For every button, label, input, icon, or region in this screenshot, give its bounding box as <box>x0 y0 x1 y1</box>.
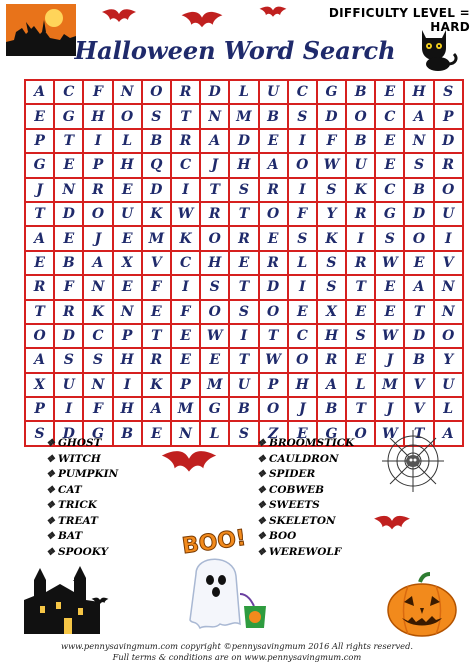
grid-cell: A <box>318 374 345 396</box>
grid-cell: Z <box>260 422 287 444</box>
grid-cell: W <box>201 325 228 347</box>
grid-cell: M <box>230 105 257 127</box>
bat-icon <box>72 578 86 586</box>
grid-cell: W <box>376 325 403 347</box>
grid-cell: N <box>84 374 111 396</box>
grid-cell: O <box>435 325 462 347</box>
word-text: GHOST <box>57 437 102 449</box>
word-text: BROOMSTICK <box>268 437 355 449</box>
grid-cell: S <box>376 227 403 249</box>
word-list-item <box>257 436 354 452</box>
grid-cell: I <box>84 130 111 152</box>
grid-cell: A <box>435 422 462 444</box>
word-search-grid <box>24 79 464 447</box>
word-text: BAT <box>57 530 83 542</box>
grid-cell: S <box>84 349 111 371</box>
grid-cell: E <box>376 154 403 176</box>
word-list-item <box>257 467 354 483</box>
grid-cell: I <box>435 227 462 249</box>
grid-cell: R <box>172 81 199 103</box>
word-list-item <box>46 498 118 514</box>
grid-cell: N <box>84 276 111 298</box>
bullet-icon: ❖ <box>46 515 55 527</box>
grid-cell: Y <box>435 349 462 371</box>
grid-cell: H <box>405 81 432 103</box>
grid-cell: N <box>405 130 432 152</box>
grid-cell: O <box>289 154 316 176</box>
grid-cell: P <box>435 105 462 127</box>
grid-cell: A <box>201 130 228 152</box>
bullet-icon: ❖ <box>46 453 55 465</box>
grid-cell: S <box>318 179 345 201</box>
grid-cell: O <box>26 325 53 347</box>
grid-cell: B <box>405 179 432 201</box>
grid-cell: S <box>435 81 462 103</box>
grid-cell: L <box>347 374 374 396</box>
grid-cell: E <box>376 301 403 323</box>
grid-cell: J <box>26 179 53 201</box>
word-list-item <box>46 483 118 499</box>
grid-cell: U <box>55 374 82 396</box>
grid-cell: D <box>55 203 82 225</box>
bullet-icon: ❖ <box>257 469 266 480</box>
grid-cell: I <box>114 374 141 396</box>
grid-cell: H <box>289 374 316 396</box>
word-text: BOO <box>268 530 297 542</box>
grid-cell: P <box>172 374 199 396</box>
grid-cell: E <box>347 301 374 323</box>
footer-copyright: www.pennysavingmum.com copyright ©pennysavingmum 2016 All rights reserved. <box>60 641 414 651</box>
grid-cell: C <box>55 81 82 103</box>
bullet-icon: ❖ <box>257 484 266 496</box>
grid-cell: W <box>376 422 403 444</box>
grid-cell: D <box>55 325 82 347</box>
word-text: SWEETS <box>268 499 320 511</box>
grid-cell: R <box>230 227 257 249</box>
grid-cell: E <box>260 130 287 152</box>
word-text: WEREWOLF <box>268 545 342 558</box>
grid-cell: S <box>318 276 345 298</box>
grid-cell: I <box>230 325 257 347</box>
grid-cell: O <box>347 105 374 127</box>
grid-cell: O <box>289 349 316 371</box>
grid-cell: O <box>201 227 228 249</box>
page-title: Halloween Word Search <box>74 36 396 65</box>
grid-cell: T <box>347 398 374 420</box>
grid-cell: G <box>201 398 228 420</box>
grid-cell: I <box>289 130 316 152</box>
grid-cell: E <box>26 252 53 274</box>
grid-cell: S <box>289 105 316 127</box>
grid-cell: S <box>143 105 170 127</box>
grid-cell: O <box>114 105 141 127</box>
grid-cell: E <box>405 252 432 274</box>
grid-cell: C <box>289 325 316 347</box>
grid-cell: T <box>230 203 257 225</box>
word-text: SPIDER <box>268 468 316 480</box>
grid-cell: O <box>84 203 111 225</box>
grid-cell: A <box>260 154 287 176</box>
grid-cell: R <box>260 252 287 274</box>
grid-cell: E <box>55 154 82 176</box>
grid-cell: J <box>84 227 111 249</box>
grid-cell: R <box>201 203 228 225</box>
grid-cell: S <box>289 227 316 249</box>
grid-cell: D <box>230 130 257 152</box>
grid-cell: E <box>143 301 170 323</box>
grid-cell: V <box>405 398 432 420</box>
word-text: COBWEB <box>268 483 325 496</box>
word-text: CAT <box>57 483 82 496</box>
grid-cell: N <box>114 301 141 323</box>
grid-cell: B <box>260 105 287 127</box>
grid-cell: F <box>172 301 199 323</box>
grid-cell: O <box>260 203 287 225</box>
grid-cell: H <box>114 398 141 420</box>
word-list-item <box>46 514 118 530</box>
grid-cell: O <box>260 398 287 420</box>
grid-cell: M <box>143 227 170 249</box>
grid-cell: P <box>260 374 287 396</box>
bullet-icon: ❖ <box>46 500 55 511</box>
grid-cell: E <box>201 349 228 371</box>
grid-cell: H <box>114 349 141 371</box>
grid-cell: C <box>172 252 199 274</box>
grid-cell: K <box>347 179 374 201</box>
grid-cell: C <box>84 325 111 347</box>
grid-cell: F <box>318 130 345 152</box>
grid-cell: B <box>143 130 170 152</box>
grid-cell: O <box>143 81 170 103</box>
grid-cell: L <box>289 252 316 274</box>
difficulty-label: DIFFICULTY LEVEL = HARD <box>328 6 470 34</box>
grid-cell: O <box>405 227 432 249</box>
grid-cell: R <box>318 349 345 371</box>
grid-cell: E <box>26 105 53 127</box>
word-text: SPOOKY <box>57 545 109 558</box>
grid-cell: G <box>318 81 345 103</box>
grid-cell: O <box>201 301 228 323</box>
grid-cell: K <box>143 203 170 225</box>
word-list-item <box>46 529 118 545</box>
bat-icon <box>258 4 288 20</box>
grid-cell: E <box>143 422 170 444</box>
bat-icon <box>100 6 138 26</box>
grid-cell: J <box>201 154 228 176</box>
grid-cell: V <box>435 252 462 274</box>
grid-cell: X <box>114 252 141 274</box>
grid-cell: E <box>376 276 403 298</box>
grid-cell: T <box>405 301 432 323</box>
grid-cell: P <box>26 130 53 152</box>
grid-cell: P <box>84 154 111 176</box>
grid-cell: J <box>289 398 316 420</box>
grid-cell: W <box>172 203 199 225</box>
grid-cell: I <box>289 179 316 201</box>
grid-cell: B <box>347 81 374 103</box>
grid-cell: K <box>143 374 170 396</box>
grid-cell: S <box>201 276 228 298</box>
grid-cell: W <box>376 252 403 274</box>
grid-cell: R <box>84 179 111 201</box>
bullet-icon: ❖ <box>46 484 55 496</box>
grid-cell: I <box>55 398 82 420</box>
grid-cell: E <box>172 349 199 371</box>
grid-cell: M <box>172 398 199 420</box>
grid-cell: I <box>172 276 199 298</box>
bat-icon <box>178 8 226 32</box>
grid-cell: I <box>347 227 374 249</box>
grid-cell: S <box>26 422 53 444</box>
grid-cell: D <box>435 130 462 152</box>
word-list-item <box>46 436 118 452</box>
grid-cell: E <box>347 349 374 371</box>
grid-cell: A <box>26 81 53 103</box>
grid-cell: D <box>318 105 345 127</box>
grid-cell: V <box>143 252 170 274</box>
bullet-icon: ❖ <box>257 438 266 449</box>
pumpkin-icon <box>384 572 460 638</box>
word-list-item <box>46 452 118 468</box>
grid-cell: T <box>230 349 257 371</box>
grid-cell: E <box>114 276 141 298</box>
grid-cell: B <box>318 398 345 420</box>
grid-cell: N <box>114 81 141 103</box>
grid-cell: R <box>55 301 82 323</box>
word-text: PUMPKIN <box>57 468 119 480</box>
word-list-item <box>46 467 118 483</box>
grid-cell: A <box>26 227 53 249</box>
grid-cell: X <box>318 301 345 323</box>
bullet-icon: ❖ <box>46 438 55 449</box>
grid-cell: L <box>230 81 257 103</box>
footer <box>0 641 474 663</box>
word-text: TREAT <box>57 514 98 527</box>
grid-cell: R <box>260 179 287 201</box>
grid-cell: T <box>201 179 228 201</box>
grid-cell: T <box>26 203 53 225</box>
grid-cell: T <box>230 276 257 298</box>
grid-cell: A <box>84 252 111 274</box>
grid-cell: H <box>230 154 257 176</box>
grid-cell: W <box>260 349 287 371</box>
grid-cell: U <box>347 154 374 176</box>
grid-cell: E <box>289 301 316 323</box>
word-text: TRICK <box>57 499 97 511</box>
grid-cell: S <box>55 349 82 371</box>
grid-cell: B <box>347 130 374 152</box>
grid-cell: G <box>84 422 111 444</box>
grid-cell: K <box>172 227 199 249</box>
grid-cell: U <box>435 203 462 225</box>
grid-cell: F <box>143 276 170 298</box>
bullet-icon: ❖ <box>46 546 55 558</box>
grid-cell: B <box>55 252 82 274</box>
grid-cell: C <box>172 154 199 176</box>
grid-cell: L <box>435 398 462 420</box>
grid-cell: L <box>201 422 228 444</box>
grid-cell: F <box>55 276 82 298</box>
grid-cell: E <box>114 227 141 249</box>
word-text: SKELETON <box>268 514 336 527</box>
grid-cell: G <box>376 203 403 225</box>
grid-cell: A <box>26 349 53 371</box>
grid-cell: F <box>289 203 316 225</box>
footer-terms: Full terms & conditions are on www.pennysavingmum.com <box>112 652 362 662</box>
grid-cell: H <box>201 252 228 274</box>
grid-cell: N <box>55 179 82 201</box>
bullet-icon: ❖ <box>46 531 55 542</box>
grid-cell: C <box>376 179 403 201</box>
grid-cell: T <box>172 105 199 127</box>
grid-cell: G <box>26 154 53 176</box>
word-text: WITCH <box>57 452 101 465</box>
grid-cell: I <box>172 179 199 201</box>
bullet-icon: ❖ <box>257 453 266 465</box>
bat-icon <box>372 512 412 534</box>
boo-text: BOO! <box>180 525 248 560</box>
grid-cell: E <box>55 227 82 249</box>
grid-cell: N <box>435 301 462 323</box>
grid-cell: Y <box>318 203 345 225</box>
grid-cell: E <box>172 325 199 347</box>
grid-cell: R <box>143 349 170 371</box>
grid-cell: R <box>347 203 374 225</box>
grid-cell: D <box>55 422 82 444</box>
grid-cell: K <box>84 301 111 323</box>
grid-cell: O <box>347 422 374 444</box>
grid-cell: D <box>405 325 432 347</box>
bullet-icon: ❖ <box>257 515 266 527</box>
grid-cell: M <box>201 374 228 396</box>
grid-cell: U <box>260 81 287 103</box>
grid-cell: T <box>405 422 432 444</box>
grid-cell: E <box>260 227 287 249</box>
grid-cell: I <box>289 276 316 298</box>
grid-cell: A <box>405 105 432 127</box>
grid-cell: A <box>405 276 432 298</box>
grid-cell: S <box>230 301 257 323</box>
grid-cell: T <box>26 301 53 323</box>
grid-cell: S <box>230 422 257 444</box>
grid-cell: P <box>26 398 53 420</box>
bullet-icon: ❖ <box>257 546 266 558</box>
grid-cell: B <box>114 422 141 444</box>
grid-cell: T <box>260 325 287 347</box>
bullet-icon: ❖ <box>46 469 55 480</box>
grid-cell: D <box>201 81 228 103</box>
grid-cell: H <box>318 325 345 347</box>
grid-cell: D <box>260 276 287 298</box>
grid-cell: G <box>55 105 82 127</box>
grid-cell: U <box>435 374 462 396</box>
grid-cell: R <box>435 154 462 176</box>
grid-cell: F <box>84 398 111 420</box>
grid-cell: E <box>114 179 141 201</box>
word-list-item <box>257 483 354 499</box>
bullet-icon: ❖ <box>257 531 266 542</box>
grid-cell: A <box>143 398 170 420</box>
grid-cell: P <box>114 325 141 347</box>
grid-cell: C <box>376 105 403 127</box>
bat-icon <box>90 596 110 606</box>
grid-cell: H <box>84 105 111 127</box>
grid-cell: N <box>435 276 462 298</box>
grid-cell: X <box>26 374 53 396</box>
grid-cell: T <box>347 276 374 298</box>
grid-cell: L <box>114 130 141 152</box>
grid-cell: M <box>376 374 403 396</box>
grid-cell: S <box>405 154 432 176</box>
grid-cell: D <box>405 203 432 225</box>
grid-cell: S <box>318 252 345 274</box>
grid-cell: T <box>55 130 82 152</box>
grid-cell: N <box>201 105 228 127</box>
grid-cell: N <box>172 422 199 444</box>
word-list-item <box>46 545 118 561</box>
grid-cell: R <box>347 252 374 274</box>
grid-cell: E <box>289 422 316 444</box>
word-text: CAULDRON <box>268 452 339 465</box>
grid-cell: E <box>376 130 403 152</box>
grid-cell: S <box>230 179 257 201</box>
word-list-left <box>46 436 118 560</box>
grid-cell: K <box>318 227 345 249</box>
grid-cell: T <box>143 325 170 347</box>
bat-icon <box>158 446 220 478</box>
word-list-item <box>257 498 354 514</box>
grid-cell: J <box>376 398 403 420</box>
grid-cell: W <box>318 154 345 176</box>
grid-cell: O <box>435 179 462 201</box>
grid-cell: E <box>230 252 257 274</box>
grid-cell: O <box>260 301 287 323</box>
grid-cell: R <box>172 130 199 152</box>
grid-cell: B <box>230 398 257 420</box>
grid-cell: J <box>376 349 403 371</box>
grid-cell: R <box>26 276 53 298</box>
bullet-icon: ❖ <box>257 500 266 511</box>
grid-cell: U <box>230 374 257 396</box>
grid-cell: F <box>84 81 111 103</box>
grid-cell: Q <box>143 154 170 176</box>
grid-cell: D <box>143 179 170 201</box>
grid-cell: V <box>405 374 432 396</box>
grid-cell: S <box>347 325 374 347</box>
grid-cell: E <box>376 81 403 103</box>
grid-cell: H <box>114 154 141 176</box>
spider-web-icon <box>380 428 446 494</box>
grid-cell: B <box>405 349 432 371</box>
word-list-item <box>257 452 354 468</box>
grid-cell: G <box>318 422 345 444</box>
grid-cell: C <box>289 81 316 103</box>
grid-cell: U <box>114 203 141 225</box>
